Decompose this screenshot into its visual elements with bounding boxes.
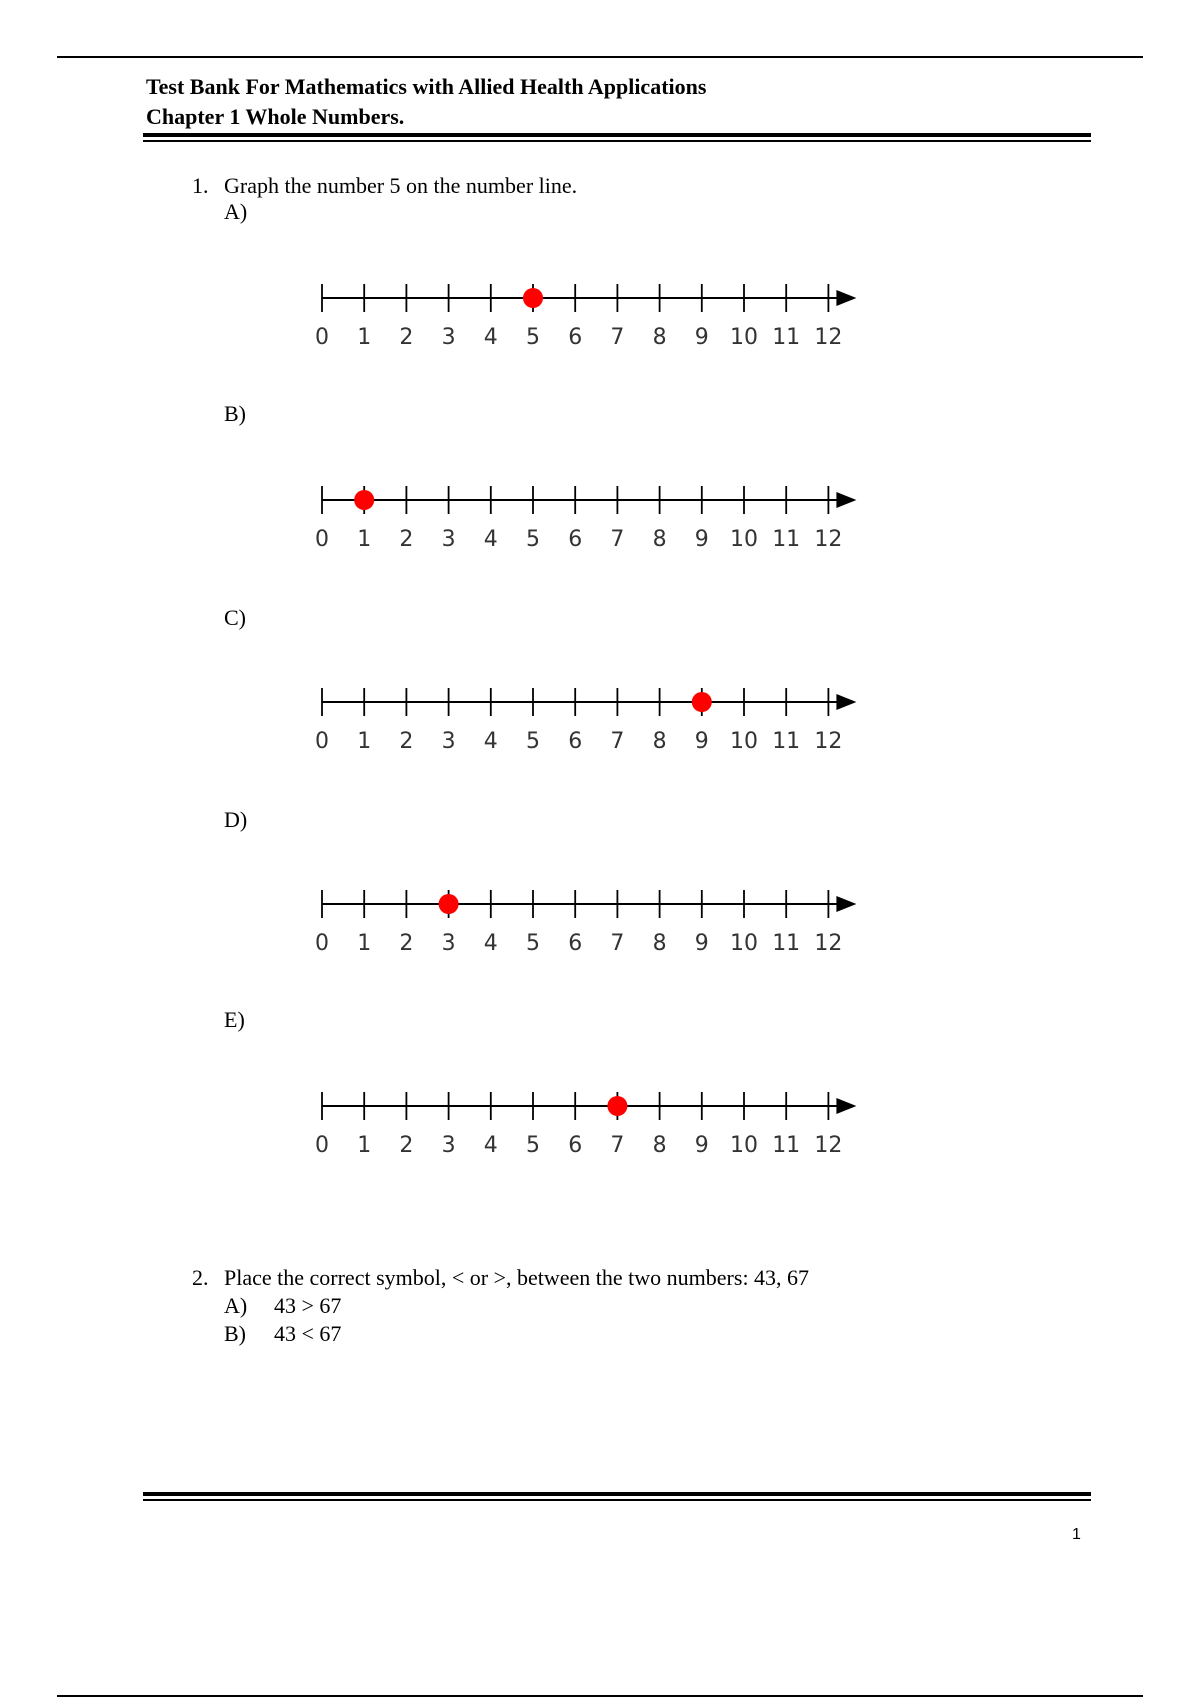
tick-label: 12: [814, 325, 843, 350]
tick-label: 10: [730, 527, 758, 552]
tick-label: 6: [568, 527, 583, 552]
tick-label: 7: [610, 325, 625, 350]
option-1b-label: B): [224, 401, 246, 426]
tick-label: 7: [610, 931, 625, 956]
number-line-svg: [310, 1078, 870, 1158]
option-2a-answer: 43 > 67: [274, 1293, 342, 1318]
tick-label: 11: [772, 527, 801, 552]
tick-label: 5: [526, 325, 540, 350]
tick-label: 0: [315, 1133, 329, 1158]
tick-label: 11: [772, 1133, 801, 1158]
tick-label: 3: [441, 931, 456, 956]
question-1-number: 1.: [192, 173, 209, 198]
tick-label: 4: [483, 1133, 498, 1158]
tick-label: 1: [357, 729, 372, 754]
tick-label: 10: [730, 931, 758, 956]
axis-arrow: [836, 1098, 856, 1114]
tick-label: 2: [399, 527, 414, 552]
plotted-point: [523, 288, 543, 308]
chapter-title: Chapter 1 Whole Numbers.: [146, 104, 405, 129]
tick-label: 9: [694, 1133, 709, 1158]
tick-label: 12: [814, 1133, 843, 1158]
number-line-svg: [310, 674, 870, 754]
tick-label: 12: [814, 931, 843, 956]
tick-label: 5: [526, 527, 540, 552]
tick-label: 2: [399, 1133, 414, 1158]
tick-label: 4: [483, 729, 498, 754]
tick-label: 3: [441, 325, 456, 350]
tick-label: 0: [315, 729, 329, 754]
tick-label: 1: [357, 325, 372, 350]
axis-arrow: [836, 896, 856, 912]
number-line-1a: [310, 270, 870, 350]
tick-label: 9: [694, 527, 709, 552]
tick-label: 10: [730, 729, 758, 754]
number-line-1d: [310, 876, 870, 956]
plotted-point: [692, 692, 712, 712]
plotted-point: [354, 490, 374, 510]
plotted-point: [607, 1096, 627, 1116]
tick-label: 12: [814, 527, 843, 552]
tick-label: 11: [772, 931, 801, 956]
tick-label: 9: [694, 325, 709, 350]
page-number: 1: [1072, 1526, 1081, 1543]
bottom-border-rule: [57, 1695, 1143, 1697]
tick-label: 3: [441, 527, 456, 552]
option-1d-label: D): [224, 807, 248, 832]
option-1c-label: C): [224, 605, 246, 630]
question-2-number: 2.: [192, 1265, 209, 1290]
axis-arrow: [836, 290, 856, 306]
footer-double-rule: [143, 1492, 1091, 1502]
tick-label: 6: [568, 931, 583, 956]
question-2-text: Place the correct symbol, < or >, between the two numbers: 43, 67: [224, 1265, 810, 1290]
tick-label: 6: [568, 729, 583, 754]
axis-arrow: [836, 694, 856, 710]
tick-label: 5: [526, 1133, 540, 1158]
tick-label: 4: [483, 325, 498, 350]
tick-label: 2: [399, 931, 414, 956]
tick-label: 8: [652, 729, 667, 754]
number-line-svg: [310, 876, 870, 956]
tick-label: 8: [652, 1133, 667, 1158]
question-1-text: Graph the number 5 on the number line.: [224, 173, 578, 198]
number-line-svg: [310, 472, 870, 552]
tick-label: 0: [315, 931, 329, 956]
option-1e-label: E): [224, 1007, 245, 1032]
tick-label: 6: [568, 1133, 583, 1158]
number-line-1b: [310, 472, 870, 552]
top-border-rule: [57, 56, 1143, 58]
tick-label: 3: [441, 1133, 456, 1158]
document-header: [146, 72, 706, 132]
tick-label: 8: [652, 325, 667, 350]
tick-label: 6: [568, 325, 583, 350]
tick-label: 2: [399, 325, 414, 350]
tick-label: 1: [357, 1133, 372, 1158]
tick-label: 5: [526, 931, 540, 956]
option-2b-answer: 43 < 67: [274, 1321, 342, 1346]
tick-label: 4: [483, 931, 498, 956]
option-2b-label: B): [224, 1321, 246, 1346]
tick-label: 12: [814, 729, 843, 754]
tick-label: 3: [441, 729, 456, 754]
tick-label: 8: [652, 527, 667, 552]
document-title: Test Bank For Mathematics with Allied Health Applications: [146, 74, 707, 99]
tick-label: 7: [610, 729, 625, 754]
tick-label: 1: [357, 931, 372, 956]
tick-label: 9: [694, 729, 709, 754]
tick-label: 9: [694, 931, 709, 956]
tick-label: 5: [526, 729, 540, 754]
header-double-rule: [143, 133, 1091, 143]
tick-label: 7: [610, 527, 625, 552]
tick-label: 4: [483, 527, 498, 552]
plotted-point: [439, 894, 459, 914]
number-line-svg: [310, 270, 870, 350]
tick-label: 11: [772, 325, 801, 350]
number-line-1e: [310, 1078, 870, 1158]
tick-label: 10: [730, 325, 758, 350]
tick-label: 0: [315, 527, 329, 552]
number-line-1c: [310, 674, 870, 754]
option-2a-label: A): [224, 1293, 248, 1318]
option-1a-label: A): [224, 199, 248, 224]
tick-label: 11: [772, 729, 801, 754]
tick-label: 0: [315, 325, 329, 350]
tick-label: 7: [610, 1133, 625, 1158]
tick-label: 2: [399, 729, 414, 754]
axis-arrow: [836, 492, 856, 508]
tick-label: 10: [730, 1133, 758, 1158]
tick-label: 8: [652, 931, 667, 956]
tick-label: 1: [357, 527, 372, 552]
